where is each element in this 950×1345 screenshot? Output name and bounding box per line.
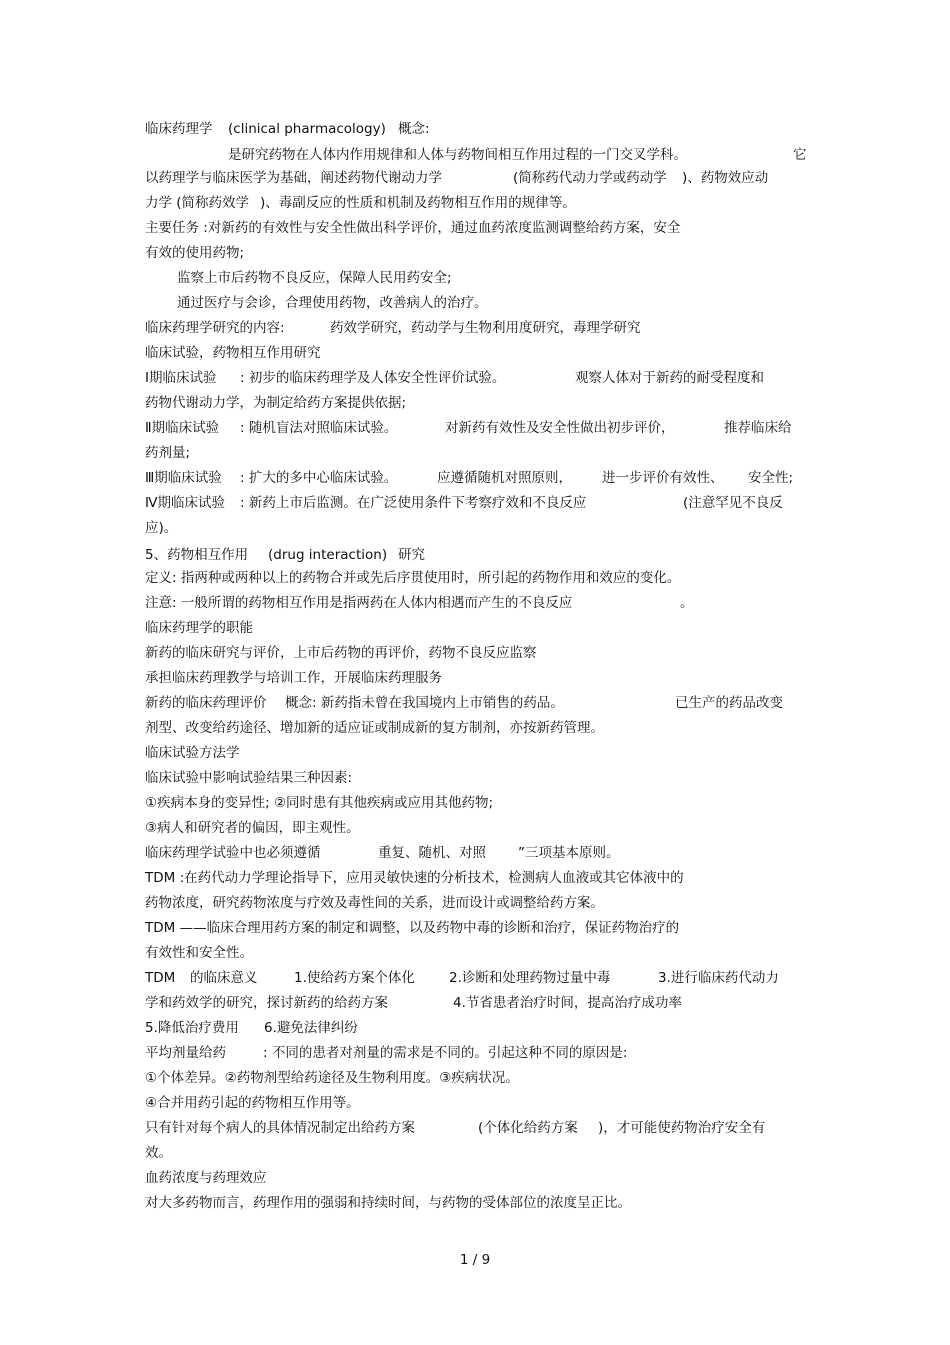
text-segment: 只有针对每个病人的具体情况制定出给药方案 xyxy=(145,1120,415,1136)
text-segment: 注意: 一般所谓的药物相互作用是指两药在人体内相遇而产生的不良反应 xyxy=(145,595,573,611)
text-line xyxy=(145,443,815,463)
text-segment: 临床药理学研究的内容: xyxy=(145,320,285,336)
text-line xyxy=(145,145,815,165)
text-segment: 效。 xyxy=(145,1145,172,1161)
text-line xyxy=(145,193,815,213)
text-segment: Ⅰ期临床试验 xyxy=(145,370,217,386)
text-segment: 有效的使用药物; xyxy=(145,245,245,261)
text-line xyxy=(145,1168,815,1188)
text-line xyxy=(145,893,815,913)
text-segment: 5.降低治疗费用 xyxy=(145,1020,239,1036)
text-segment: 有效性和安全性。 xyxy=(145,945,253,961)
text-segment: )，才可能使药物治疗安全有 xyxy=(598,1120,766,1136)
text-line xyxy=(145,918,815,938)
text-segment: 是研究药物在人体内作用规律和人体与药物间相互作用过程的一门交叉学科。 xyxy=(228,147,687,163)
text-line xyxy=(145,793,815,813)
text-segment: 药物代谢动力学，为制定给药方案提供依据; xyxy=(145,395,407,411)
text-segment: 概念: xyxy=(398,121,430,137)
text-segment: (clinical pharmacology) xyxy=(228,121,386,137)
text-segment: 以药理学与临床医学为基础，阐述药物代谢动力学 xyxy=(145,170,442,186)
text-segment: 监察上市后药物不良反应，保障人民用药安全; xyxy=(177,270,452,286)
text-line xyxy=(145,593,815,613)
text-segment: 通过医疗与会诊，合理使用药物，改善病人的治疗。 xyxy=(177,295,488,311)
text-line xyxy=(145,243,815,263)
text-line xyxy=(145,818,815,838)
text-segment: 的临床意义 xyxy=(190,970,258,986)
text-line xyxy=(145,643,815,663)
text-segment: : 初步的临床药理学及人体安全性评价试验。 xyxy=(240,370,506,386)
text-line xyxy=(145,218,815,238)
text-line xyxy=(145,843,815,863)
page-number: 1 / 9 xyxy=(459,1252,491,1268)
text-segment: ①疾病本身的变异性; ②同时患有其他疾病或应用其他药物; xyxy=(145,795,494,811)
text-line xyxy=(145,418,815,438)
text-line xyxy=(145,318,815,338)
text-segment: ④合并用药引起的药物相互作用等。 xyxy=(145,1095,360,1111)
text-segment: TDM xyxy=(145,970,176,986)
text-line xyxy=(145,393,815,413)
text-line xyxy=(145,493,815,513)
text-segment: 6.避免法律纠纷 xyxy=(264,1020,358,1036)
text-segment: 力学 (简称药效学 xyxy=(145,195,250,211)
text-segment: 学和药效学的研究，探讨新药的给药方案 xyxy=(145,995,388,1011)
text-segment: 应遵循随机对照原则， xyxy=(437,470,572,486)
text-segment: 临床药理学的职能 xyxy=(145,620,253,636)
text-segment: 研究 xyxy=(398,547,425,563)
text-line xyxy=(145,868,815,888)
text-segment: 平均剂量给药 xyxy=(145,1045,226,1061)
text-segment: 1.使给药方案个体化 xyxy=(294,970,415,986)
text-segment: 药物浓度，研究药物浓度与疗效及毒性间的关系，进而设计或调整给药方案。 xyxy=(145,895,604,911)
text-segment: 剂型、改变给药途径、增加新的适应证或制成新的复方制剂，亦按新药管理。 xyxy=(145,720,604,736)
text-line xyxy=(145,668,815,688)
text-segment: 临床试验方法学 xyxy=(145,745,240,761)
text-segment: (注意罕见不良反 xyxy=(683,495,783,511)
text-segment: ③病人和研究者的偏因，即主观性。 xyxy=(145,820,360,836)
text-segment: 对新药有效性及安全性做出初步评价， xyxy=(445,420,675,436)
text-segment: 药效学研究，药动学与生物利用度研究，毒理学研究 xyxy=(330,320,641,336)
text-line xyxy=(145,743,815,763)
text-line xyxy=(145,618,815,638)
text-line xyxy=(145,168,815,188)
text-line xyxy=(145,568,815,588)
text-segment: )、药物效应动 xyxy=(682,170,769,186)
text-line xyxy=(145,968,815,988)
text-segment: : 不同的患者对剂量的需求是不同的。引起这种不同的原因是: xyxy=(263,1045,628,1061)
text-line xyxy=(145,1093,815,1113)
text-segment: 已生产的药品改变 xyxy=(675,695,783,711)
text-segment: 定义: 指两种或两种以上的药物合并或先后序贯使用时，所引起的药物作用和效应的变化。 xyxy=(145,570,681,586)
text-segment: 新药的临床研究与评价，上市后药物的再评价，药物不良反应监察 xyxy=(145,645,537,661)
text-segment: 临床试验中影响试验结果三种因素: xyxy=(145,770,353,786)
text-line xyxy=(145,1118,815,1138)
text-line xyxy=(145,1068,815,1088)
text-line xyxy=(145,1043,815,1063)
text-segment: 4.节省患者治疗时间，提高治疗成功率 xyxy=(453,995,682,1011)
text-segment: (drug interaction) xyxy=(268,547,388,563)
text-line xyxy=(145,518,815,538)
text-line xyxy=(145,1193,815,1213)
text-segment: 应)。 xyxy=(145,520,178,536)
text-segment: (简称药代动力学或药动学 xyxy=(513,170,667,186)
text-segment: 进一步评价有效性、 xyxy=(602,470,724,486)
text-segment: 3.进行临床药代动力 xyxy=(658,970,779,986)
text-segment: 推荐临床给 xyxy=(724,420,792,436)
text-segment: 安全性; xyxy=(748,470,794,486)
text-segment: 主要任务 :对新药的有效性与安全性做出科学评价，通过血药浓度监测调整给药方案，安全 xyxy=(145,220,681,236)
text-segment: Ⅲ期临床试验 xyxy=(145,470,222,486)
text-segment: TDM ——临床合理用药方案的制定和调整，以及药物中毒的诊断和治疗，保证药物治疗的 xyxy=(145,920,680,936)
text-line xyxy=(145,1018,815,1038)
text-line xyxy=(145,545,815,565)
text-segment: 它 xyxy=(793,147,807,163)
text-segment: : 随机盲法对照临床试验。 xyxy=(240,420,398,436)
text-segment: 血药浓度与药理效应 xyxy=(145,1170,267,1186)
text-line xyxy=(145,368,815,388)
text-segment: 对大多药物而言，药理作用的强弱和持续时间，与药物的受体部位的浓度呈正比。 xyxy=(145,1195,631,1211)
text-segment: 2.诊断和处理药物过量中毒 xyxy=(449,970,611,986)
text-segment: 临床药理学试验中也必须遵循 xyxy=(145,845,321,861)
text-line xyxy=(145,943,815,963)
text-line xyxy=(145,343,815,363)
text-segment: 。 xyxy=(680,595,694,611)
text-line xyxy=(145,293,815,313)
text-line xyxy=(145,768,815,788)
text-line xyxy=(145,268,815,288)
text-line xyxy=(145,718,815,738)
text-segment: (个体化给药方案 xyxy=(478,1120,578,1136)
text-segment: 5、药物相互作用 xyxy=(145,547,249,563)
text-segment: ”三项基本原则。 xyxy=(518,845,620,861)
text-segment: )、毒副反应的性质和机制及药物相互作用的规律等。 xyxy=(260,195,576,211)
text-segment: 药剂量; xyxy=(145,445,191,461)
text-segment: 承担临床药理教学与培训工作，开展临床药理服务 xyxy=(145,670,442,686)
text-segment: : 扩大的多中心临床试验。 xyxy=(240,470,398,486)
text-line xyxy=(145,693,815,713)
text-segment: ①个体差异。②药物剂型给药途径及生物利用度。③疾病状况。 xyxy=(145,1070,519,1086)
text-segment: 观察人体对于新药的耐受程度和 xyxy=(575,370,764,386)
text-segment: : 新药上市后监测。在广泛使用条件下考察疗效和不良反应 xyxy=(240,495,587,511)
text-line xyxy=(145,119,815,139)
text-line xyxy=(145,468,815,488)
text-segment: TDM :在药代动力学理论指导下，应用灵敏快速的分析技术，检测病人血液或其它体液中的 xyxy=(145,870,684,886)
text-segment: 临床试验，药物相互作用研究 xyxy=(145,345,321,361)
text-segment: Ⅳ期临床试验 xyxy=(145,495,225,511)
text-line xyxy=(145,993,815,1013)
text-segment: 概念: 新药指未曾在我国境内上市销售的药品。 xyxy=(285,695,564,711)
text-segment: Ⅱ期临床试验 xyxy=(145,420,220,436)
text-segment: 重复、随机、对照 xyxy=(378,845,486,861)
text-line xyxy=(145,1143,815,1163)
text-segment: 临床药理学 xyxy=(145,121,213,137)
text-segment: 新药的临床药理评价 xyxy=(145,695,267,711)
